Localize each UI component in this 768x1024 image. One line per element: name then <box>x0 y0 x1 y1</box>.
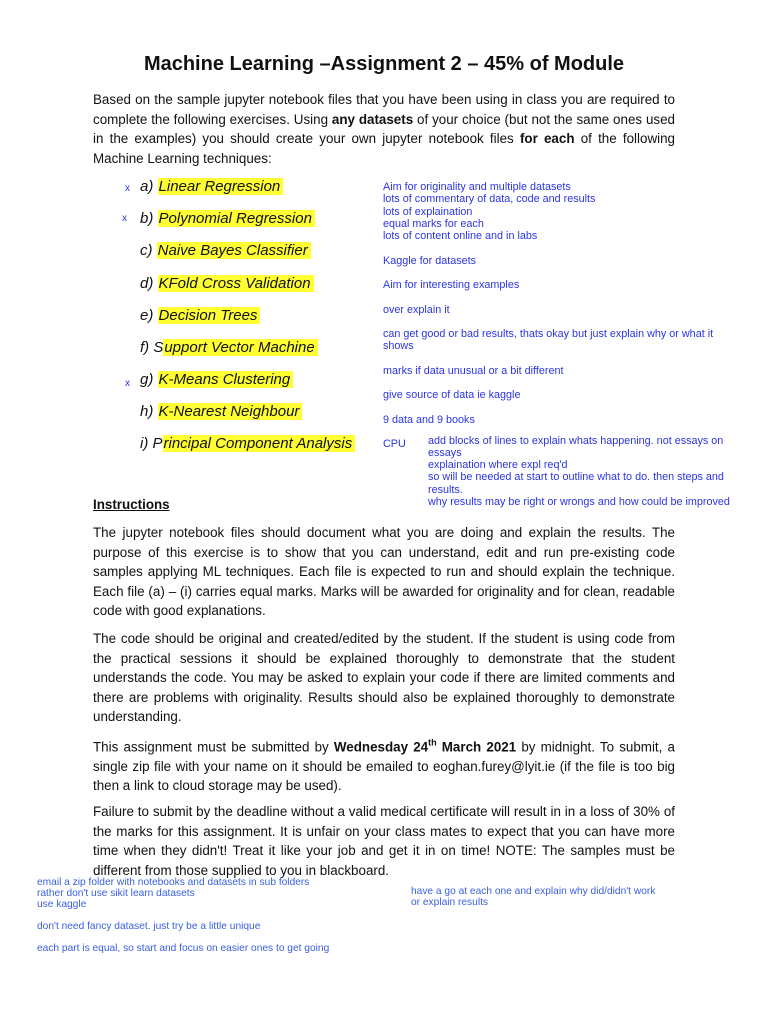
annotation-note: lots of content online and in labs <box>383 230 538 242</box>
intro-bold-1: any datasets <box>331 111 414 127</box>
annotation-note: rather don't use sikit learn datasets <box>37 888 195 899</box>
annotation-note: or explain results <box>411 897 489 908</box>
annotation-note: shows <box>383 340 414 352</box>
intro-text-1: Based on the sample jupyter notebook files that you have been using in class you are required to complete the following exercises. Using <box>93 92 675 127</box>
intro-text-2: of your choice (but not the same ones used in the examples) you should create your own jupyter notebook files <box>93 111 675 146</box>
check-mark: x <box>122 213 127 224</box>
submission-date-month: March 2021 <box>436 739 517 755</box>
check-mark: x <box>125 378 130 389</box>
technique-item <box>140 275 314 292</box>
document-title: Machine Learning –Assignment 2 – 45% of Module <box>143 53 625 75</box>
technique-letter: g) <box>140 371 154 388</box>
instructions-paragraph-2: The code should be original and created/edited by the student. If the student is using code from the practical sessions it should be explained thoroughly to demonstrate that the student understands the code. You may be asked to explain your code if there are limited comments and there are problems with originality. Results should also be explained thoroughly to demonstrate understanding. <box>93 631 675 724</box>
intro-paragraph <box>93 90 675 168</box>
technique-name: Naive Bayes Classifier <box>157 242 311 259</box>
technique-name: K-Means Clustering <box>158 371 294 388</box>
technique-name: upport Vector Machine <box>163 339 317 356</box>
technique-item <box>140 242 311 259</box>
annotation-note: add blocks of lines to explain whats happening. not essays on <box>428 435 724 447</box>
check-mark: x <box>125 183 130 194</box>
technique-letter: i) P <box>140 435 163 452</box>
instructions-paragraph-1: The jupyter notebook files should document what you are doing and explain the results. The purpose of this exercise is to show that you can understand, edit and run pre-existing code samples applying ML techniques. Each file is expected to run and should explain the technique. Each file (a) – (i) carries equal marks. Marks will be awarded for originality and for clean, readable code with good explanations. <box>93 525 675 618</box>
annotation-note: essays <box>428 447 462 459</box>
annotation-note: explaination where expl req'd <box>428 459 568 471</box>
technique-item <box>140 435 355 452</box>
annotation-note: why results may be right or wrongs and how could be improved <box>428 496 730 508</box>
annotation-note: CPU <box>383 438 406 450</box>
technique-name: K-Nearest Neighbour <box>158 403 303 420</box>
annotation-note: equal marks for each <box>383 218 484 230</box>
submission-text-2: by midnight. To submit, a single zip file with your name on it should be emailed to eoghan.furey@lyit.ie (if the file is too big then a link to cloud storage may be used). <box>93 739 675 794</box>
technique-letter: d) <box>140 275 154 292</box>
instructions-heading: Instructions <box>93 497 170 512</box>
technique-name: KFold Cross Validation <box>158 275 314 292</box>
annotation-note: lots of explaination <box>383 206 473 218</box>
intro-text-3: of the following Machine Learning techniques: <box>93 131 675 166</box>
annotation-note: 9 data and 9 books <box>383 414 475 426</box>
technique-item <box>140 210 315 227</box>
technique-item <box>140 371 293 388</box>
annotation-note: results. <box>428 484 463 496</box>
technique-letter: c) <box>140 242 153 259</box>
annotation-note: Aim for interesting examples <box>383 279 520 291</box>
annotation-note: give source of data ie kaggle <box>383 389 521 401</box>
annotation-note: don't need fancy dataset. just try be a little unique <box>37 921 261 932</box>
annotation-note: use kaggle <box>37 899 87 910</box>
annotation-note: over explain it <box>383 304 450 316</box>
technique-name: Decision Trees <box>158 307 261 324</box>
annotation-note: so will be needed at start to outline what to do. then steps and <box>428 471 724 483</box>
submission-date-day: Wednesday 24 <box>333 739 429 755</box>
technique-name: Polynomial Regression <box>158 210 315 227</box>
technique-letter: f) S <box>140 339 164 356</box>
submission-paragraph <box>93 734 675 796</box>
technique-item <box>140 307 260 324</box>
technique-name: rincipal Component Analysis <box>163 435 356 452</box>
technique-item <box>140 339 318 356</box>
technique-letter: e) <box>140 307 154 324</box>
annotation-note: marks if data unusual or a bit different <box>383 365 564 377</box>
submission-text-1: This assignment must be submitted by <box>93 739 334 755</box>
annotation-note: lots of commentary of data, code and results <box>383 193 596 205</box>
annotation-note: Aim for originality and multiple datasets <box>383 181 571 193</box>
technique-item <box>140 403 302 420</box>
technique-letter: a) <box>140 178 154 195</box>
technique-item <box>140 178 283 195</box>
annotation-note: have a go at each one and explain why did/didn't work <box>411 886 656 897</box>
technique-name: Linear Regression <box>158 178 284 195</box>
technique-letter: h) <box>140 403 154 420</box>
annotation-note: each part is equal, so start and focus on easier ones to get going <box>37 943 330 954</box>
annotation-note: email a zip folder with notebooks and datasets in sub folders <box>37 877 310 888</box>
annotation-note: can get good or bad results, thats okay but just explain why or what it <box>383 328 714 340</box>
intro-bold-2: for each <box>519 131 575 146</box>
technique-letter: b) <box>140 210 154 227</box>
submission-date-suffix: th <box>428 738 437 748</box>
annotation-note: Kaggle for datasets <box>383 255 477 267</box>
deadline-paragraph: Failure to submit by the deadline without a valid medical certificate will result in in a loss of 30% of the marks for this assignment. It is unfair on your class mates to expect that you can have more time when they didn't! Treat it like your job and get it in on time! NOTE: The samples must be different from those supplied to you in blackboard. <box>93 804 675 878</box>
